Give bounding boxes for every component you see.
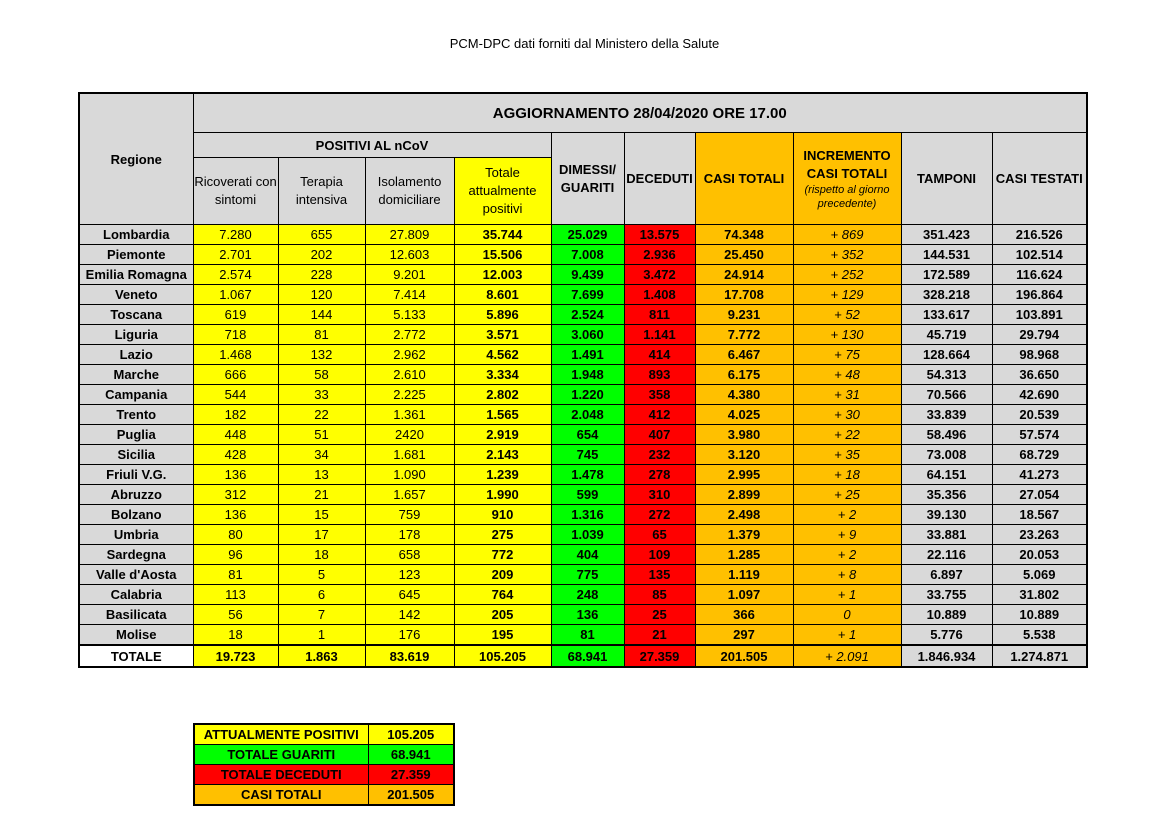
cell-dimessi: 654 <box>551 425 624 445</box>
cell-incremento: + 25 <box>793 485 901 505</box>
table-row <box>79 545 1087 565</box>
cell-tamponi: 58.496 <box>901 425 992 445</box>
cell-testati: 31.802 <box>992 585 1087 605</box>
cell-ricoverati: 1.067 <box>193 285 278 305</box>
cell-regione: Sicilia <box>79 445 193 465</box>
cell-incremento: + 52 <box>793 305 901 325</box>
cell-totale: 8.601 <box>454 285 551 305</box>
cell-casi: 4.380 <box>695 385 793 405</box>
casi-testati-header: CASI TESTATI <box>992 133 1087 225</box>
cell-tamponi: 39.130 <box>901 505 992 525</box>
cell-tamponi: 73.008 <box>901 445 992 465</box>
cell-dimessi: 25.029 <box>551 225 624 245</box>
cell-deceduti: 3.472 <box>624 265 695 285</box>
cell-regione: Umbria <box>79 525 193 545</box>
cell-terapia: 58 <box>278 365 365 385</box>
cell-ricoverati: 81 <box>193 565 278 585</box>
summary-label: TOTALE GUARITI <box>194 745 368 765</box>
total-ricoverati: 19.723 <box>193 645 278 667</box>
summary-value: 68.941 <box>368 745 454 765</box>
cell-casi: 1.379 <box>695 525 793 545</box>
cell-terapia: 13 <box>278 465 365 485</box>
cell-ricoverati: 448 <box>193 425 278 445</box>
cell-terapia: 144 <box>278 305 365 325</box>
incremento-note: (rispetto al giorno precedente) <box>804 183 890 210</box>
cell-totale: 4.562 <box>454 345 551 365</box>
cell-isolamento: 176 <box>365 625 454 646</box>
cell-tamponi: 6.897 <box>901 565 992 585</box>
summary-body <box>194 724 454 805</box>
cell-testati: 20.053 <box>992 545 1087 565</box>
table-row <box>79 465 1087 485</box>
cell-deceduti: 278 <box>624 465 695 485</box>
cell-casi: 9.231 <box>695 305 793 325</box>
summary-value: 201.505 <box>368 785 454 806</box>
summary-value: 105.205 <box>368 724 454 745</box>
cell-incremento: + 48 <box>793 365 901 385</box>
cell-totale: 1.565 <box>454 405 551 425</box>
cell-dimessi: 9.439 <box>551 265 624 285</box>
cell-regione: Campania <box>79 385 193 405</box>
cell-totale: 3.334 <box>454 365 551 385</box>
table-row <box>79 245 1087 265</box>
cell-casi: 17.708 <box>695 285 793 305</box>
cell-testati: 116.624 <box>992 265 1087 285</box>
page-title: PCM-DPC dati forniti dal Ministero della Salute <box>449 36 720 51</box>
cell-casi: 6.467 <box>695 345 793 365</box>
summary-label: CASI TOTALI <box>194 785 368 806</box>
cell-incremento: 0 <box>793 605 901 625</box>
totals-row <box>79 645 1087 667</box>
cell-ricoverati: 113 <box>193 585 278 605</box>
total-regione: TOTALE <box>79 645 193 667</box>
cell-isolamento: 5.133 <box>365 305 454 325</box>
cell-casi: 2.899 <box>695 485 793 505</box>
cell-testati: 20.539 <box>992 405 1087 425</box>
cell-isolamento: 658 <box>365 545 454 565</box>
region-header: Regione <box>79 93 193 225</box>
cell-tamponi: 22.116 <box>901 545 992 565</box>
total-deceduti: 27.359 <box>624 645 695 667</box>
cell-regione: Lombardia <box>79 225 193 245</box>
terapia-header: Terapia intensiva <box>278 158 365 225</box>
cell-dimessi: 2.048 <box>551 405 624 425</box>
cell-totale: 1.990 <box>454 485 551 505</box>
summary-row <box>194 785 454 806</box>
cell-ricoverati: 666 <box>193 365 278 385</box>
cell-regione: Toscana <box>79 305 193 325</box>
cell-terapia: 5 <box>278 565 365 585</box>
cell-testati: 23.263 <box>992 525 1087 545</box>
positivi-group-header: POSITIVI AL nCoV <box>193 133 551 158</box>
covid-regional-table <box>78 92 1088 668</box>
cell-deceduti: 358 <box>624 385 695 405</box>
table-row <box>79 505 1087 525</box>
cell-totale: 2.802 <box>454 385 551 405</box>
cell-incremento: + 130 <box>793 325 901 345</box>
cell-ricoverati: 136 <box>193 505 278 525</box>
cell-regione: Bolzano <box>79 505 193 525</box>
cell-dimessi: 775 <box>551 565 624 585</box>
cell-dimessi: 1.948 <box>551 365 624 385</box>
cell-tamponi: 10.889 <box>901 605 992 625</box>
ricoverati-header: Ricoverati con sintomi <box>193 158 278 225</box>
cell-testati: 41.273 <box>992 465 1087 485</box>
cell-terapia: 22 <box>278 405 365 425</box>
cell-tamponi: 5.776 <box>901 625 992 646</box>
cell-regione: Trento <box>79 405 193 425</box>
cell-isolamento: 1.681 <box>365 445 454 465</box>
total-casi: 201.505 <box>695 645 793 667</box>
summary-value: 27.359 <box>368 765 454 785</box>
dimessi-header: DIMESSI/ GUARITI <box>551 133 624 225</box>
cell-deceduti: 13.575 <box>624 225 695 245</box>
cell-totale: 2.919 <box>454 425 551 445</box>
cell-incremento: + 1 <box>793 625 901 646</box>
cell-incremento: + 75 <box>793 345 901 365</box>
cell-incremento: + 8 <box>793 565 901 585</box>
cell-terapia: 15 <box>278 505 365 525</box>
cell-isolamento: 2420 <box>365 425 454 445</box>
cell-testati: 98.968 <box>992 345 1087 365</box>
summary-label: TOTALE DECEDUTI <box>194 765 368 785</box>
cell-casi: 297 <box>695 625 793 646</box>
cell-casi: 1.285 <box>695 545 793 565</box>
cell-tamponi: 328.218 <box>901 285 992 305</box>
summary-row <box>194 745 454 765</box>
cell-dimessi: 1.491 <box>551 345 624 365</box>
cell-isolamento: 2.962 <box>365 345 454 365</box>
deceduti-header: DECEDUTI <box>624 133 695 225</box>
table-row <box>79 225 1087 245</box>
cell-deceduti: 135 <box>624 565 695 585</box>
cell-isolamento: 1.361 <box>365 405 454 425</box>
cell-ricoverati: 619 <box>193 305 278 325</box>
cell-incremento: + 869 <box>793 225 901 245</box>
table-row <box>79 565 1087 585</box>
cell-isolamento: 7.414 <box>365 285 454 305</box>
total-testati: 1.274.871 <box>992 645 1087 667</box>
cell-ricoverati: 18 <box>193 625 278 646</box>
cell-ricoverati: 428 <box>193 445 278 465</box>
cell-casi: 3.120 <box>695 445 793 465</box>
cell-isolamento: 123 <box>365 565 454 585</box>
cell-regione: Basilicata <box>79 605 193 625</box>
cell-regione: Marche <box>79 365 193 385</box>
cell-totale: 764 <box>454 585 551 605</box>
cell-isolamento: 1.657 <box>365 485 454 505</box>
cell-incremento: + 129 <box>793 285 901 305</box>
table-row <box>79 625 1087 646</box>
cell-incremento: + 31 <box>793 385 901 405</box>
cell-tamponi: 33.839 <box>901 405 992 425</box>
cell-regione: Lazio <box>79 345 193 365</box>
cell-tamponi: 54.313 <box>901 365 992 385</box>
cell-isolamento: 12.603 <box>365 245 454 265</box>
cell-regione: Sardegna <box>79 545 193 565</box>
cell-terapia: 18 <box>278 545 365 565</box>
cell-tamponi: 64.151 <box>901 465 992 485</box>
cell-totale: 275 <box>454 525 551 545</box>
total-terapia: 1.863 <box>278 645 365 667</box>
cell-totale: 2.143 <box>454 445 551 465</box>
cell-testati: 68.729 <box>992 445 1087 465</box>
cell-regione: Friuli V.G. <box>79 465 193 485</box>
table-row <box>79 385 1087 405</box>
cell-tamponi: 128.664 <box>901 345 992 365</box>
cell-dimessi: 599 <box>551 485 624 505</box>
cell-testati: 18.567 <box>992 505 1087 525</box>
cell-incremento: + 2 <box>793 505 901 525</box>
table-row <box>79 265 1087 285</box>
cell-deceduti: 85 <box>624 585 695 605</box>
cell-regione: Puglia <box>79 425 193 445</box>
cell-deceduti: 65 <box>624 525 695 545</box>
cell-terapia: 1 <box>278 625 365 646</box>
cell-dimessi: 3.060 <box>551 325 624 345</box>
cell-totale: 205 <box>454 605 551 625</box>
cell-casi: 4.025 <box>695 405 793 425</box>
cell-testati: 10.889 <box>992 605 1087 625</box>
cell-dimessi: 2.524 <box>551 305 624 325</box>
cell-casi: 24.914 <box>695 265 793 285</box>
cell-terapia: 120 <box>278 285 365 305</box>
cell-incremento: + 352 <box>793 245 901 265</box>
total-dimessi: 68.941 <box>551 645 624 667</box>
cell-regione: Valle d'Aosta <box>79 565 193 585</box>
cell-ricoverati: 96 <box>193 545 278 565</box>
cell-regione: Calabria <box>79 585 193 605</box>
cell-tamponi: 172.589 <box>901 265 992 285</box>
cell-ricoverati: 2.574 <box>193 265 278 285</box>
cell-terapia: 655 <box>278 225 365 245</box>
cell-isolamento: 2.225 <box>365 385 454 405</box>
cell-ricoverati: 2.701 <box>193 245 278 265</box>
cell-dimessi: 1.039 <box>551 525 624 545</box>
cell-totale: 5.896 <box>454 305 551 325</box>
cell-regione: Abruzzo <box>79 485 193 505</box>
table-row <box>79 525 1087 545</box>
cell-isolamento: 2.772 <box>365 325 454 345</box>
cell-deceduti: 893 <box>624 365 695 385</box>
cell-terapia: 7 <box>278 605 365 625</box>
cell-casi: 7.772 <box>695 325 793 345</box>
table-title: AGGIORNAMENTO 28/04/2020 ORE 17.00 <box>193 93 1087 133</box>
cell-incremento: + 252 <box>793 265 901 285</box>
cell-dimessi: 745 <box>551 445 624 465</box>
cell-casi: 1.119 <box>695 565 793 585</box>
cell-tamponi: 35.356 <box>901 485 992 505</box>
cell-isolamento: 27.809 <box>365 225 454 245</box>
cell-terapia: 228 <box>278 265 365 285</box>
cell-casi: 74.348 <box>695 225 793 245</box>
cell-regione: Liguria <box>79 325 193 345</box>
table-row <box>79 405 1087 425</box>
total-totale: 105.205 <box>454 645 551 667</box>
cell-casi: 2.498 <box>695 505 793 525</box>
cell-dimessi: 136 <box>551 605 624 625</box>
cell-terapia: 81 <box>278 325 365 345</box>
cell-dimessi: 1.220 <box>551 385 624 405</box>
tamponi-header: TAMPONI <box>901 133 992 225</box>
summary-label: ATTUALMENTE POSITIVI <box>194 724 368 745</box>
summary-row <box>194 765 454 785</box>
cell-testati: 42.690 <box>992 385 1087 405</box>
total-isolamento: 83.619 <box>365 645 454 667</box>
cell-isolamento: 178 <box>365 525 454 545</box>
cell-incremento: + 1 <box>793 585 901 605</box>
cell-deceduti: 1.141 <box>624 325 695 345</box>
table-row <box>79 325 1087 345</box>
isolamento-header: Isolamento domiciliare <box>365 158 454 225</box>
casi-totali-header: CASI TOTALI <box>695 133 793 225</box>
cell-incremento: + 22 <box>793 425 901 445</box>
cell-totale: 772 <box>454 545 551 565</box>
cell-totale: 15.506 <box>454 245 551 265</box>
cell-testati: 57.574 <box>992 425 1087 445</box>
cell-testati: 102.514 <box>992 245 1087 265</box>
total-tamponi: 1.846.934 <box>901 645 992 667</box>
table-row <box>79 345 1087 365</box>
cell-dimessi: 1.478 <box>551 465 624 485</box>
cell-terapia: 17 <box>278 525 365 545</box>
cell-casi: 25.450 <box>695 245 793 265</box>
table-row <box>79 445 1087 465</box>
table-row <box>79 605 1087 625</box>
table-row <box>79 585 1087 605</box>
cell-terapia: 6 <box>278 585 365 605</box>
cell-deceduti: 21 <box>624 625 695 646</box>
cell-dimessi: 81 <box>551 625 624 646</box>
cell-dimessi: 7.008 <box>551 245 624 265</box>
cell-deceduti: 811 <box>624 305 695 325</box>
cell-casi: 3.980 <box>695 425 793 445</box>
cell-terapia: 51 <box>278 425 365 445</box>
cell-deceduti: 414 <box>624 345 695 365</box>
cell-totale: 1.239 <box>454 465 551 485</box>
cell-isolamento: 759 <box>365 505 454 525</box>
cell-ricoverati: 1.468 <box>193 345 278 365</box>
cell-totale: 12.003 <box>454 265 551 285</box>
cell-dimessi: 7.699 <box>551 285 624 305</box>
cell-testati: 36.650 <box>992 365 1087 385</box>
cell-totale: 35.744 <box>454 225 551 245</box>
cell-isolamento: 142 <box>365 605 454 625</box>
cell-deceduti: 1.408 <box>624 285 695 305</box>
cell-ricoverati: 80 <box>193 525 278 545</box>
cell-casi: 366 <box>695 605 793 625</box>
cell-totale: 3.571 <box>454 325 551 345</box>
cell-tamponi: 144.531 <box>901 245 992 265</box>
cell-isolamento: 2.610 <box>365 365 454 385</box>
cell-totale: 910 <box>454 505 551 525</box>
cell-ricoverati: 182 <box>193 405 278 425</box>
cell-totale: 195 <box>454 625 551 646</box>
cell-ricoverati: 7.280 <box>193 225 278 245</box>
incremento-header <box>793 133 901 225</box>
cell-tamponi: 351.423 <box>901 225 992 245</box>
totale-positivi-header: Totale attualmente positivi <box>454 158 551 225</box>
cell-totale: 209 <box>454 565 551 585</box>
cell-tamponi: 70.566 <box>901 385 992 405</box>
cell-ricoverati: 312 <box>193 485 278 505</box>
cell-ricoverati: 56 <box>193 605 278 625</box>
cell-deceduti: 232 <box>624 445 695 465</box>
cell-deceduti: 25 <box>624 605 695 625</box>
cell-regione: Piemonte <box>79 245 193 265</box>
cell-regione: Veneto <box>79 285 193 305</box>
cell-ricoverati: 718 <box>193 325 278 345</box>
cell-testati: 216.526 <box>992 225 1087 245</box>
table-row <box>79 425 1087 445</box>
cell-deceduti: 2.936 <box>624 245 695 265</box>
cell-isolamento: 1.090 <box>365 465 454 485</box>
cell-ricoverati: 136 <box>193 465 278 485</box>
cell-deceduti: 407 <box>624 425 695 445</box>
summary-table <box>193 723 455 806</box>
cell-terapia: 21 <box>278 485 365 505</box>
cell-tamponi: 45.719 <box>901 325 992 345</box>
cell-dimessi: 404 <box>551 545 624 565</box>
cell-casi: 6.175 <box>695 365 793 385</box>
cell-terapia: 33 <box>278 385 365 405</box>
cell-testati: 196.864 <box>992 285 1087 305</box>
cell-ricoverati: 544 <box>193 385 278 405</box>
cell-testati: 5.538 <box>992 625 1087 646</box>
cell-deceduti: 272 <box>624 505 695 525</box>
summary-row <box>194 724 454 745</box>
cell-deceduti: 412 <box>624 405 695 425</box>
cell-isolamento: 9.201 <box>365 265 454 285</box>
cell-regione: Emilia Romagna <box>79 265 193 285</box>
incremento-title: INCREMENTO CASI TOTALI <box>803 147 891 181</box>
table-row <box>79 285 1087 305</box>
cell-terapia: 202 <box>278 245 365 265</box>
table-row <box>79 485 1087 505</box>
total-incremento: + 2.091 <box>793 645 901 667</box>
cell-incremento: + 2 <box>793 545 901 565</box>
cell-incremento: + 18 <box>793 465 901 485</box>
cell-deceduti: 310 <box>624 485 695 505</box>
cell-incremento: + 35 <box>793 445 901 465</box>
cell-casi: 2.995 <box>695 465 793 485</box>
cell-incremento: + 30 <box>793 405 901 425</box>
cell-tamponi: 33.881 <box>901 525 992 545</box>
cell-terapia: 34 <box>278 445 365 465</box>
table-body <box>79 225 1087 668</box>
cell-testati: 103.891 <box>992 305 1087 325</box>
cell-testati: 27.054 <box>992 485 1087 505</box>
cell-incremento: + 9 <box>793 525 901 545</box>
cell-tamponi: 133.617 <box>901 305 992 325</box>
cell-terapia: 132 <box>278 345 365 365</box>
cell-tamponi: 33.755 <box>901 585 992 605</box>
cell-regione: Molise <box>79 625 193 646</box>
table-row <box>79 365 1087 385</box>
cell-dimessi: 248 <box>551 585 624 605</box>
cell-testati: 29.794 <box>992 325 1087 345</box>
cell-isolamento: 645 <box>365 585 454 605</box>
cell-deceduti: 109 <box>624 545 695 565</box>
table-row <box>79 305 1087 325</box>
cell-casi: 1.097 <box>695 585 793 605</box>
cell-dimessi: 1.316 <box>551 505 624 525</box>
cell-testati: 5.069 <box>992 565 1087 585</box>
